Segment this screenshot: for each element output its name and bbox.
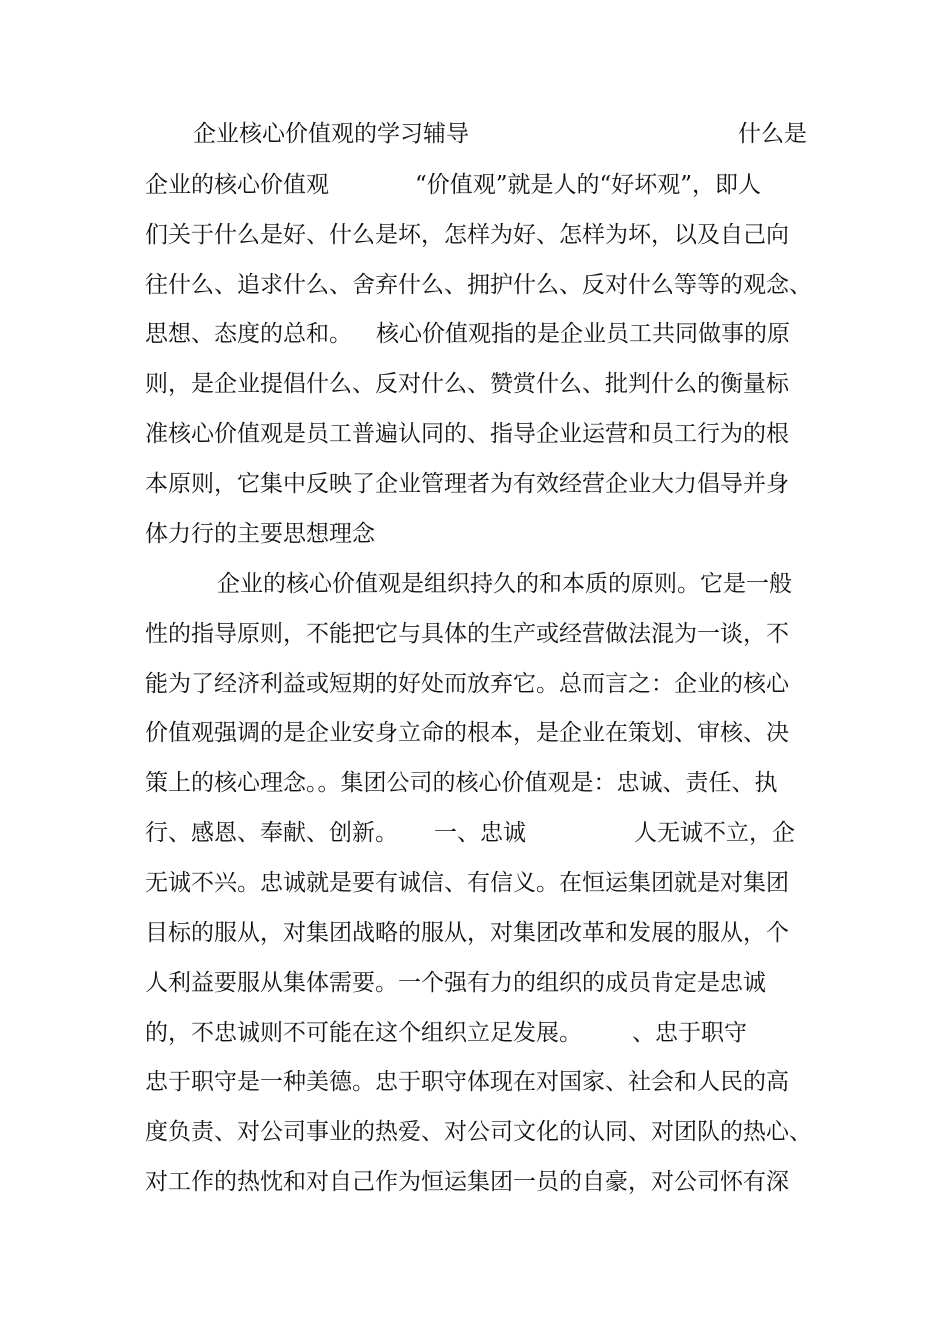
text-segment: 的，不忠诚则不可能在这个组织立足发展。 [145, 1020, 582, 1046]
text-segment: 则，是企业提倡什么、反对什么、赞赏什么、批判什么的衡量标 [145, 371, 789, 397]
text-line-16 [145, 866, 807, 900]
text-line-14 [145, 766, 807, 800]
text-line-22 [145, 1165, 807, 1199]
section-heading: 、忠于职守 [632, 1020, 747, 1046]
text-line-18 [145, 966, 807, 1000]
text-line-9 [145, 517, 807, 551]
text-line-13 [145, 716, 807, 750]
text-segment: 性的指导原则，不能把它与具体的生产或经营做法混为一谈，不 [145, 621, 789, 647]
text-line-5 [145, 317, 807, 351]
text-segment: 们关于什么是好、什么是坏，怎样为好、怎样为坏，以及自己向 [145, 222, 789, 248]
text-segment: 价值观强调的是企业安身立命的根本，是企业在策划、审核、决 [145, 720, 789, 746]
text-line-19 [145, 1016, 807, 1050]
text-line-8 [145, 467, 807, 501]
text-line-11 [145, 617, 807, 651]
text-segment: 能为了经济利益或短期的好处而放弃它。总而言之：企业的核心 [145, 671, 789, 697]
text-segment: 对工作的热忱和对自己作为恒运集团一员的自豪，对公司怀有深 [145, 1169, 789, 1195]
text-line-10 [217, 567, 807, 601]
text-line-15 [145, 816, 807, 850]
text-line-7 [145, 417, 807, 451]
text-segment: 人无诚不立，企 [634, 820, 795, 846]
text-segment: 核心价值观指的是企业员工共同做事的原 [376, 321, 790, 347]
text-segment: 无诚不兴。忠诚就是要有诚信、有信义。在恒运集团就是对集团 [145, 870, 789, 896]
text-line-1 [193, 117, 807, 151]
text-line-2 [145, 168, 807, 202]
text-line-21 [145, 1115, 812, 1149]
paragraph-start: 企业的核心价值观是组织持久的和本质的原则。它是一般 [217, 571, 792, 597]
section-heading: 一、忠诚 [434, 820, 526, 846]
text-segment: 思想、态度的总和。 [145, 321, 352, 347]
section-heading-start: 什么是 [738, 121, 807, 147]
text-segment: 往什么、追求什么、舍弃什么、拥护什么、反对什么等等的观念、 [145, 272, 812, 298]
text-line-20 [145, 1065, 807, 1099]
text-segment: 度负责、对公司事业的热爱、对公司文化的认同、对团队的热心、 [145, 1119, 812, 1145]
text-line-12 [145, 667, 807, 701]
text-segment: 准核心价值观是员工普遍认同的、指导企业运营和员工行为的根 [145, 421, 789, 447]
text-segment: 体力行的主要思想理念 [145, 521, 375, 547]
text-line-4 [145, 268, 812, 302]
text-line-6 [145, 367, 807, 401]
section-heading-end: 企业的核心价值观 [145, 172, 329, 198]
doc-title: 企业核心价值观的学习辅导 [193, 121, 469, 147]
text-segment: 人利益要服从集体需要。一个强有力的组织的成员肯定是忠诚 [145, 970, 766, 996]
text-segment: 行、感恩、奉献、创新。 [145, 820, 398, 846]
text-segment: 策上的核心理念。。集团公司的核心价值观是：忠诚、责任、执 [145, 770, 778, 796]
text-line-3 [145, 218, 807, 252]
text-segment: 本原则，它集中反映了企业管理者为有效经营企业大力倡导并身 [145, 471, 789, 497]
text-line-17 [145, 916, 807, 950]
text-segment: 目标的服从，对集团战略的服从，对集团改革和发展的服从，个 [145, 920, 789, 946]
text-segment: “价值观”就是人的“好坏观”，即人 [415, 172, 762, 198]
text-segment: 忠于职守是一种美德。忠于职守体现在对国家、社会和人民的高 [145, 1069, 789, 1095]
